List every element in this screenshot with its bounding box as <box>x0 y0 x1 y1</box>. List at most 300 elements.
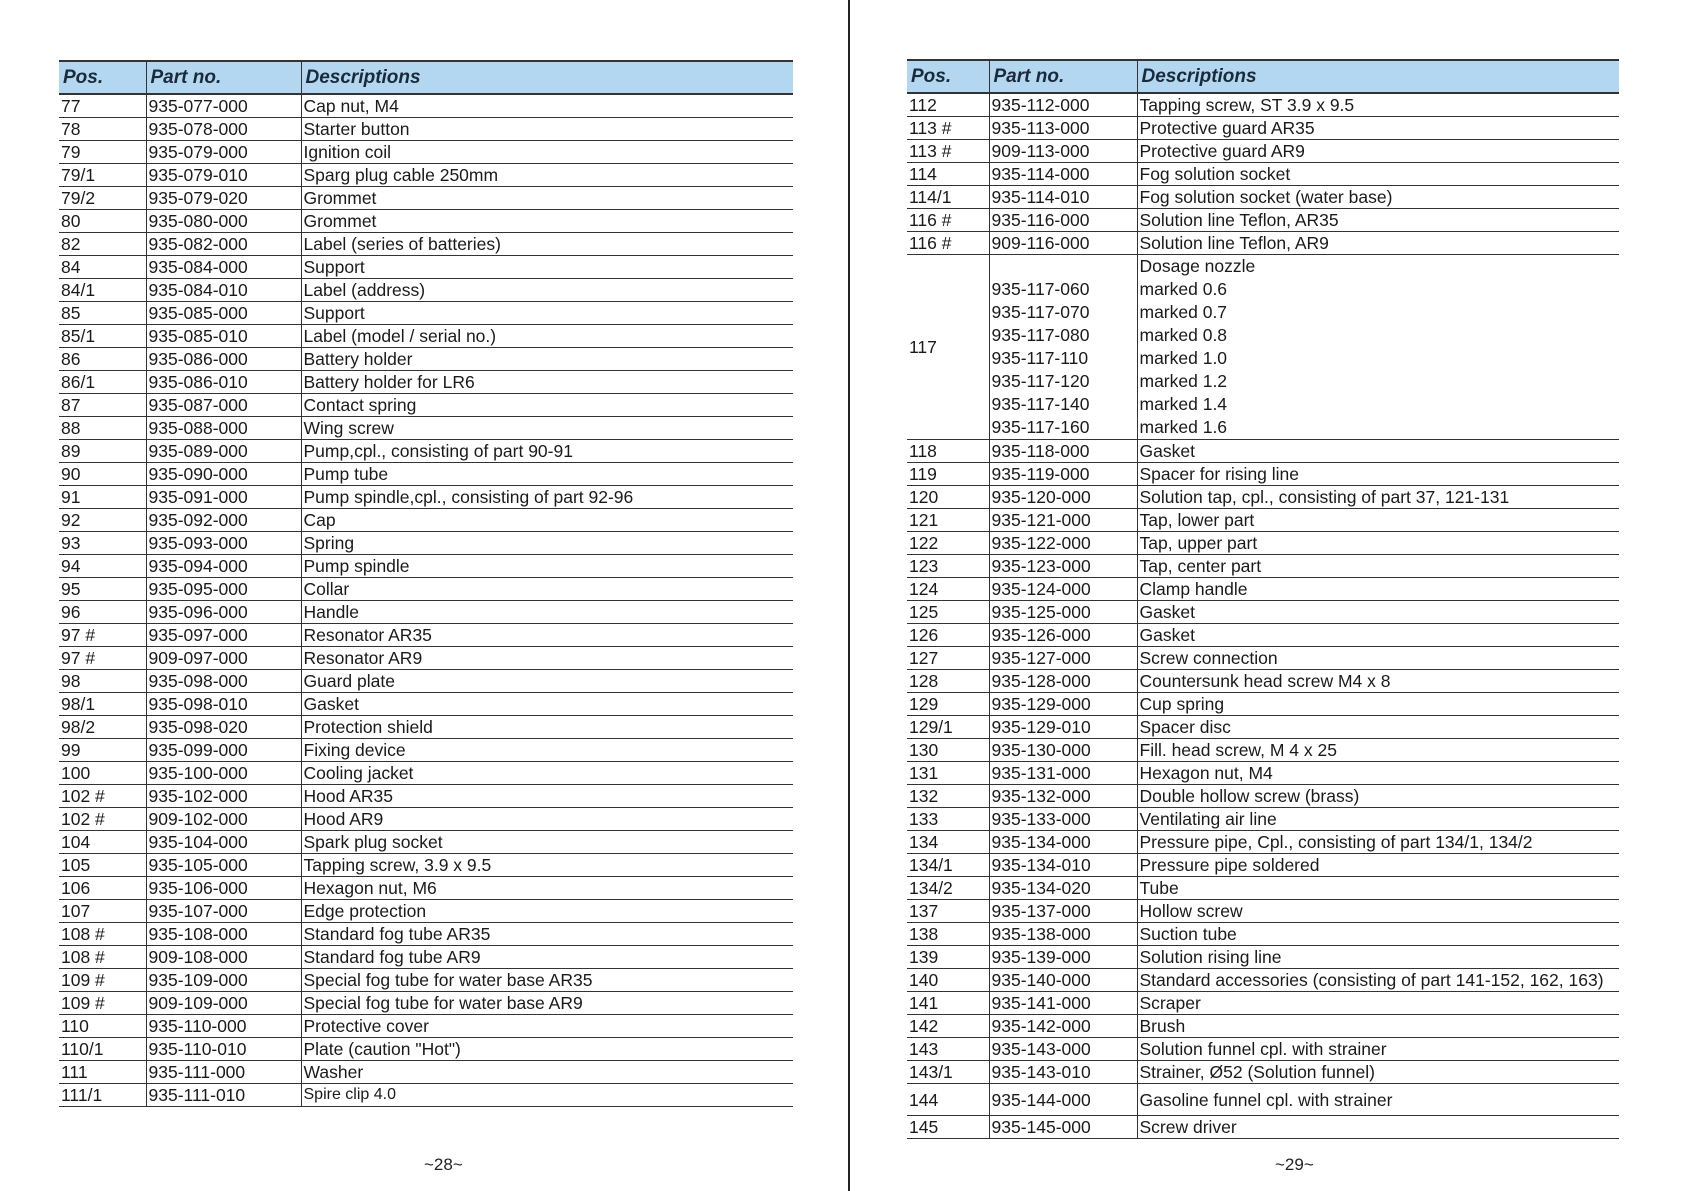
table-row <box>59 923 793 946</box>
part-no-cell: 935-086-010 <box>146 371 301 394</box>
description-cell: Standard accessories (consisting of part 141-152, 162, 163) <box>1137 969 1619 992</box>
pos-cell: 110/1 <box>59 1038 146 1061</box>
part-no-cell: 935-134-000 <box>989 831 1137 854</box>
description-cell: Tube <box>1137 877 1619 900</box>
table-row <box>59 118 793 141</box>
table-row <box>907 163 1619 186</box>
part-no-cell: 935-098-020 <box>146 716 301 739</box>
description-cell: Handle <box>301 601 793 624</box>
group-item-desc: marked 0.7 <box>1139 302 1228 322</box>
group-part-number: 935-117-110 <box>991 348 1089 368</box>
pos-cell: 127 <box>907 647 989 670</box>
pos-cell: 95 <box>59 578 146 601</box>
table-row <box>907 463 1619 486</box>
description-cell: Pressure pipe soldered <box>1137 854 1619 877</box>
pos-cell: 113 # <box>907 117 989 140</box>
pos-cell: 116 # <box>907 232 989 255</box>
table-row <box>59 279 793 302</box>
parts-table-right-body-bottom <box>907 440 1619 1139</box>
part-no-cell: 935-098-000 <box>146 670 301 693</box>
description-cell: Clamp handle <box>1137 578 1619 601</box>
table-row <box>59 1038 793 1061</box>
part-no-cell: 935-124-000 <box>989 578 1137 601</box>
part-no-cell: 935-108-000 <box>146 923 301 946</box>
description-cell: Special fog tube for water base AR9 <box>301 992 793 1015</box>
pos-cell: 133 <box>907 808 989 831</box>
pos-cell: 128 <box>907 670 989 693</box>
table-row <box>59 486 793 509</box>
pos-cell: 143/1 <box>907 1061 989 1084</box>
table-row <box>59 670 793 693</box>
description-cell: Pump,cpl., consisting of part 90-91 <box>301 440 793 463</box>
pos-cell: 116 # <box>907 209 989 232</box>
table-row <box>907 624 1619 647</box>
table-row <box>59 647 793 670</box>
part-no-cell: 935-113-000 <box>989 117 1137 140</box>
description-cell: Pump spindle <box>301 555 793 578</box>
page-number-right: ~29~ <box>1275 1155 1314 1174</box>
part-no-cell: 909-113-000 <box>989 140 1137 163</box>
table-row <box>907 1084 1619 1116</box>
description-cell: Contact spring <box>301 394 793 417</box>
description-cell: Hood AR9 <box>301 808 793 831</box>
description-cell: Tapping screw, ST 3.9 x 9.5 <box>1137 93 1619 117</box>
table-row <box>59 509 793 532</box>
part-no-cell: 935-090-000 <box>146 463 301 486</box>
table-row <box>907 140 1619 163</box>
table-row <box>907 601 1619 624</box>
part-no-cell: 935-114-000 <box>989 163 1137 186</box>
group-part-number: 935-117-140 <box>991 394 1090 414</box>
table-row <box>59 624 793 647</box>
part-no-cell: 935-095-000 <box>146 578 301 601</box>
pos-cell: 84 <box>59 256 146 279</box>
pos-cell: 123 <box>907 555 989 578</box>
table-row <box>59 532 793 555</box>
description-cell: Spring <box>301 532 793 555</box>
part-no-cell: 935-100-000 <box>146 762 301 785</box>
group-part-number: 935-117-080 <box>991 325 1090 345</box>
table-row <box>907 532 1619 555</box>
table-row <box>907 877 1619 900</box>
group-pos-cell: 117 <box>907 255 989 440</box>
pos-cell: 97 # <box>59 647 146 670</box>
pos-cell: 120 <box>907 486 989 509</box>
description-cell: Support <box>301 302 793 325</box>
pos-cell: 124 <box>907 578 989 601</box>
table-row <box>59 348 793 371</box>
part-no-cell: 935-133-000 <box>989 808 1137 831</box>
pos-cell: 143 <box>907 1038 989 1061</box>
description-cell: Edge protection <box>301 900 793 923</box>
description-cell: Resonator AR9 <box>301 647 793 670</box>
description-cell: Tapping screw, 3.9 x 9.5 <box>301 854 793 877</box>
description-cell: Solution rising line <box>1137 946 1619 969</box>
table-row <box>59 394 793 417</box>
pos-cell: 121 <box>907 509 989 532</box>
pos-cell: 102 # <box>59 808 146 831</box>
table-row <box>907 831 1619 854</box>
pos-cell: 88 <box>59 417 146 440</box>
part-no-cell: 935-116-000 <box>989 209 1137 232</box>
pos-cell: 111/1 <box>59 1084 146 1107</box>
table-row <box>59 141 793 164</box>
part-no-cell: 935-134-020 <box>989 877 1137 900</box>
pos-cell: 79 <box>59 141 146 164</box>
description-cell: Starter button <box>301 118 793 141</box>
description-cell: Cap <box>301 509 793 532</box>
table-row <box>59 578 793 601</box>
table-row <box>907 739 1619 762</box>
description-cell: Wing screw <box>301 417 793 440</box>
part-no-cell: 935-085-000 <box>146 302 301 325</box>
header-pos: Pos. <box>59 61 146 94</box>
pos-cell: 112 <box>907 93 989 117</box>
description-cell: Battery holder <box>301 348 793 371</box>
table-row <box>907 440 1619 463</box>
pos-cell: 89 <box>59 440 146 463</box>
table-row <box>907 992 1619 1015</box>
group-item-desc: marked 0.6 <box>1139 279 1228 299</box>
pos-cell: 113 # <box>907 140 989 163</box>
table-row <box>59 371 793 394</box>
table-row <box>59 831 793 854</box>
part-no-cell: 935-079-020 <box>146 187 301 210</box>
part-no-cell: 935-121-000 <box>989 509 1137 532</box>
table-row <box>907 1116 1619 1139</box>
part-no-cell: 935-122-000 <box>989 532 1137 555</box>
group-part-cell <box>989 255 1137 440</box>
description-cell: Gasket <box>1137 624 1619 647</box>
table-row <box>59 900 793 923</box>
part-no-cell: 935-132-000 <box>989 785 1137 808</box>
description-cell: Fill. head screw, M 4 x 25 <box>1137 739 1619 762</box>
part-no-cell: 935-118-000 <box>989 440 1137 463</box>
pos-cell: 77 <box>59 94 146 118</box>
part-no-cell: 935-098-010 <box>146 693 301 716</box>
description-cell: Label (model / serial no.) <box>301 325 793 348</box>
part-no-cell: 935-145-000 <box>989 1116 1137 1139</box>
table-row <box>907 969 1619 992</box>
part-no-cell: 935-099-000 <box>146 739 301 762</box>
header-part-no: Part no. <box>989 60 1137 93</box>
part-no-cell: 909-097-000 <box>146 647 301 670</box>
part-no-cell: 935-084-010 <box>146 279 301 302</box>
pos-cell: 111 <box>59 1061 146 1084</box>
table-row <box>907 509 1619 532</box>
table-row <box>59 210 793 233</box>
table-row <box>59 693 793 716</box>
pos-cell: 141 <box>907 992 989 1015</box>
table-row <box>907 716 1619 739</box>
part-no-cell: 909-102-000 <box>146 808 301 831</box>
description-cell: Protective cover <box>301 1015 793 1038</box>
part-no-cell: 935-134-010 <box>989 854 1137 877</box>
description-cell: Hood AR35 <box>301 785 793 808</box>
pos-cell: 108 # <box>59 946 146 969</box>
group-item-desc: marked 1.0 <box>1139 348 1228 368</box>
pos-cell: 85 <box>59 302 146 325</box>
group-part-number: 935-117-070 <box>991 302 1090 322</box>
pos-cell: 134/1 <box>907 854 989 877</box>
description-cell: Solution tap, cpl., consisting of part 37, 121-131 <box>1137 486 1619 509</box>
description-cell: Screw connection <box>1137 647 1619 670</box>
pos-cell: 119 <box>907 463 989 486</box>
pos-cell: 145 <box>907 1116 989 1139</box>
description-cell: Battery holder for LR6 <box>301 371 793 394</box>
header-pos: Pos. <box>907 60 989 93</box>
pos-cell: 137 <box>907 900 989 923</box>
description-cell: Countersunk head screw M4 x 8 <box>1137 670 1619 693</box>
page-number-left: ~28~ <box>424 1155 463 1174</box>
pos-cell: 139 <box>907 946 989 969</box>
table-row <box>907 808 1619 831</box>
part-no-cell: 935-079-000 <box>146 141 301 164</box>
part-no-cell: 935-097-000 <box>146 624 301 647</box>
group-part-number: 935-117-120 <box>991 371 1090 391</box>
table-row <box>907 255 1619 440</box>
part-no-cell: 935-138-000 <box>989 923 1137 946</box>
table-row <box>907 186 1619 209</box>
description-cell: Cup spring <box>1137 693 1619 716</box>
table-row <box>907 923 1619 946</box>
pos-cell: 134/2 <box>907 877 989 900</box>
group-item-desc: marked 1.4 <box>1139 394 1228 414</box>
description-cell: Guard plate <box>301 670 793 693</box>
table-row <box>907 670 1619 693</box>
part-no-cell: 935-142-000 <box>989 1015 1137 1038</box>
table-row <box>59 854 793 877</box>
part-no-cell: 935-125-000 <box>989 601 1137 624</box>
part-no-cell: 935-077-000 <box>146 94 301 118</box>
part-no-cell: 935-143-010 <box>989 1061 1137 1084</box>
table-row <box>59 762 793 785</box>
table-row <box>59 716 793 739</box>
description-cell: Label (address) <box>301 279 793 302</box>
description-cell: Solution funnel cpl. with strainer <box>1137 1038 1619 1061</box>
part-no-cell: 935-084-000 <box>146 256 301 279</box>
description-cell: Pump tube <box>301 463 793 486</box>
pos-cell: 142 <box>907 1015 989 1038</box>
description-cell: Scraper <box>1137 992 1619 1015</box>
pos-cell: 110 <box>59 1015 146 1038</box>
description-cell: Gasoline funnel cpl. with strainer <box>1137 1084 1619 1116</box>
description-cell: Screw driver <box>1137 1116 1619 1139</box>
table-row <box>59 969 793 992</box>
table-row <box>907 578 1619 601</box>
part-no-cell: 935-092-000 <box>146 509 301 532</box>
pos-cell: 91 <box>59 486 146 509</box>
part-no-cell: 909-108-000 <box>146 946 301 969</box>
description-cell: Ignition coil <box>301 141 793 164</box>
part-no-cell: 935-104-000 <box>146 831 301 854</box>
pos-cell: 122 <box>907 532 989 555</box>
part-no-cell: 935-139-000 <box>989 946 1137 969</box>
part-no-cell: 935-086-000 <box>146 348 301 371</box>
part-no-cell: 935-130-000 <box>989 739 1137 762</box>
pos-cell: 78 <box>59 118 146 141</box>
part-no-cell: 935-080-000 <box>146 210 301 233</box>
description-cell: Standard fog tube AR35 <box>301 923 793 946</box>
pos-cell: 85/1 <box>59 325 146 348</box>
part-no-cell: 935-141-000 <box>989 992 1137 1015</box>
description-cell: Suction tube <box>1137 923 1619 946</box>
table-header-row <box>59 61 793 94</box>
description-cell: Fog solution socket (water base) <box>1137 186 1619 209</box>
part-no-cell: 935-091-000 <box>146 486 301 509</box>
description-cell: Cap nut, M4 <box>301 94 793 118</box>
table-row <box>59 877 793 900</box>
table-row <box>59 1084 793 1107</box>
header-part-no: Part no. <box>146 61 301 94</box>
pos-cell: 107 <box>59 900 146 923</box>
table-row <box>59 417 793 440</box>
pos-cell: 94 <box>59 555 146 578</box>
group-part-number: 935-117-160 <box>991 417 1090 437</box>
description-cell: Pump spindle,cpl., consisting of part 92-96 <box>301 486 793 509</box>
pos-cell: 109 # <box>59 992 146 1015</box>
description-cell: Hexagon nut, M6 <box>301 877 793 900</box>
table-row <box>59 440 793 463</box>
pos-cell: 79/2 <box>59 187 146 210</box>
pos-cell: 92 <box>59 509 146 532</box>
table-row <box>59 555 793 578</box>
description-cell: Gasket <box>1137 601 1619 624</box>
description-cell: Brush <box>1137 1015 1619 1038</box>
table-row <box>907 117 1619 140</box>
description-cell: Ventilating air line <box>1137 808 1619 831</box>
part-no-cell: 935-109-000 <box>146 969 301 992</box>
pos-cell: 129 <box>907 693 989 716</box>
part-no-cell: 935-082-000 <box>146 233 301 256</box>
description-cell: Washer <box>301 1061 793 1084</box>
description-cell: Gasket <box>1137 440 1619 463</box>
table-row <box>907 647 1619 670</box>
pos-cell: 109 # <box>59 969 146 992</box>
description-cell: Sparg plug cable 250mm <box>301 164 793 187</box>
description-cell: Label (series of batteries) <box>301 233 793 256</box>
header-descriptions: Descriptions <box>301 61 793 94</box>
pos-cell: 138 <box>907 923 989 946</box>
description-cell: Support <box>301 256 793 279</box>
part-no-cell: 935-126-000 <box>989 624 1137 647</box>
part-no-cell: 935-137-000 <box>989 900 1137 923</box>
part-no-cell: 935-078-000 <box>146 118 301 141</box>
description-cell: Special fog tube for water base AR35 <box>301 969 793 992</box>
description-cell: Hexagon nut, M4 <box>1137 762 1619 785</box>
group-item-desc: marked 1.2 <box>1139 371 1228 391</box>
table-row <box>907 209 1619 232</box>
pos-cell: 134 <box>907 831 989 854</box>
page-spine-divider <box>848 0 850 1191</box>
part-no-cell: 935-119-000 <box>989 463 1137 486</box>
description-cell: Tap, lower part <box>1137 509 1619 532</box>
part-no-cell: 935-114-010 <box>989 186 1137 209</box>
part-no-cell: 935-107-000 <box>146 900 301 923</box>
description-cell: Fixing device <box>301 739 793 762</box>
pos-cell: 130 <box>907 739 989 762</box>
pos-cell: 98 <box>59 670 146 693</box>
table-row <box>59 739 793 762</box>
part-no-cell: 909-109-000 <box>146 992 301 1015</box>
part-no-cell: 935-087-000 <box>146 394 301 417</box>
description-cell: Grommet <box>301 187 793 210</box>
description-cell: Hollow screw <box>1137 900 1619 923</box>
dosage-nozzle-group <box>907 255 1619 440</box>
description-cell: Tap, center part <box>1137 555 1619 578</box>
part-no-cell: 935-123-000 <box>989 555 1137 578</box>
part-no-cell: 935-094-000 <box>146 555 301 578</box>
part-no-cell: 935-140-000 <box>989 969 1137 992</box>
pos-cell: 132 <box>907 785 989 808</box>
pos-cell: 99 <box>59 739 146 762</box>
table-row <box>59 233 793 256</box>
table-row <box>59 808 793 831</box>
pos-cell: 140 <box>907 969 989 992</box>
part-no-cell: 935-120-000 <box>989 486 1137 509</box>
table-row <box>907 693 1619 716</box>
part-no-cell: 935-085-010 <box>146 325 301 348</box>
pos-cell: 90 <box>59 463 146 486</box>
description-cell: Fog solution socket <box>1137 163 1619 186</box>
part-no-cell: 935-093-000 <box>146 532 301 555</box>
group-desc-cell <box>1137 255 1619 440</box>
table-row <box>907 1015 1619 1038</box>
group-item-desc: marked 0.8 <box>1139 325 1228 345</box>
header-descriptions: Descriptions <box>1137 60 1619 93</box>
part-no-cell: 935-112-000 <box>989 93 1137 117</box>
pos-cell: 82 <box>59 233 146 256</box>
group-item-desc: marked 1.6 <box>1139 417 1228 437</box>
table-row <box>59 601 793 624</box>
pos-cell: 86/1 <box>59 371 146 394</box>
part-no-cell: 935-131-000 <box>989 762 1137 785</box>
table-row <box>59 302 793 325</box>
pos-cell: 131 <box>907 762 989 785</box>
pos-cell: 104 <box>59 831 146 854</box>
part-no-cell: 935-144-000 <box>989 1084 1137 1116</box>
parts-table-left <box>59 60 793 1107</box>
parts-table-right <box>907 59 1619 1139</box>
pos-cell: 97 # <box>59 624 146 647</box>
pos-cell: 80 <box>59 210 146 233</box>
description-cell: Protection shield <box>301 716 793 739</box>
part-no-cell: 935-143-000 <box>989 1038 1137 1061</box>
table-row <box>907 93 1619 117</box>
table-row <box>59 1015 793 1038</box>
table-header-row <box>907 60 1619 93</box>
table-row <box>59 256 793 279</box>
description-cell: Standard fog tube AR9 <box>301 946 793 969</box>
pos-cell: 129/1 <box>907 716 989 739</box>
table-row <box>59 785 793 808</box>
description-cell: Strainer, Ø52 (Solution funnel) <box>1137 1061 1619 1084</box>
table-row <box>907 762 1619 785</box>
table-row <box>907 1061 1619 1084</box>
table-row <box>59 1061 793 1084</box>
pos-cell: 98/1 <box>59 693 146 716</box>
description-cell: Gasket <box>301 693 793 716</box>
description-cell: Solution line Teflon, AR35 <box>1137 209 1619 232</box>
part-no-cell: 935-129-010 <box>989 716 1137 739</box>
part-no-cell: 935-110-000 <box>146 1015 301 1038</box>
description-cell: Collar <box>301 578 793 601</box>
pos-cell: 98/2 <box>59 716 146 739</box>
description-cell: Spark plug socket <box>301 831 793 854</box>
pos-cell: 79/1 <box>59 164 146 187</box>
pos-cell: 118 <box>907 440 989 463</box>
pos-cell: 93 <box>59 532 146 555</box>
